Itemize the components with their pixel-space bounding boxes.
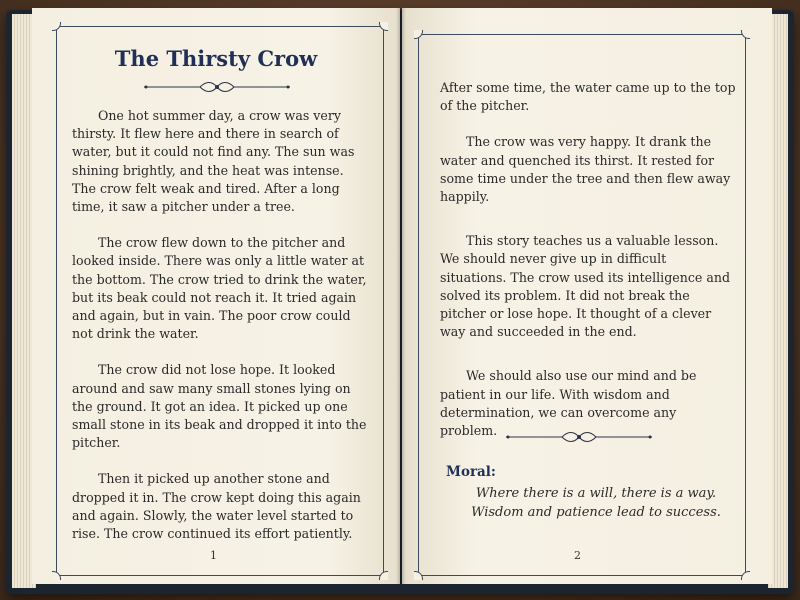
paragraph: The crow was very happy. It drank the water and quenched its thirst. It rested for some time under the tree and then flew away happily. <box>440 134 731 205</box>
border-corner <box>52 22 61 31</box>
ornamental-flourish-icon <box>142 80 292 94</box>
border-corner <box>379 22 388 31</box>
ornamental-flourish-icon <box>504 430 654 444</box>
moral-line: Where there is a will, there is a way. <box>475 486 717 501</box>
moral-label: Moral: <box>446 464 496 480</box>
border-corner <box>414 30 423 39</box>
border-corner <box>414 571 423 580</box>
story-title: The Thirsty Crow <box>114 46 318 71</box>
paragraph: Then it picked up another stone and dropped it in. The crow kept doing this again and again. Slowly, the water level started to rise. The crow continued its effort patiently. <box>72 471 361 542</box>
paragraph: The crow did not lose hope. It looked around and saw many small stones lying on the ground. It got an idea. It picked up one small stone in its beak and dropped it into the pitcher. <box>72 362 367 451</box>
page-number: 2 <box>574 549 581 562</box>
right-page-body <box>440 79 736 458</box>
border-corner <box>741 30 750 39</box>
border-corner <box>379 571 388 580</box>
paragraph: This story teaches us a valuable lesson. We should never give up in difficult situations. The crow used its intelligence and solved its problem. It did not break the pitcher or lose hope. It thought of a clever way and succeeded in the end. <box>440 233 731 340</box>
book-spine-gutter <box>396 8 406 584</box>
paragraph: The crow flew down to the pitcher and looked inside. There was only a little water at the bottom. The crow tried to drink the water, but its beak could not reach it. It tried again and again, but in vain. The poor crow could not drink the water. <box>72 235 367 342</box>
border-corner <box>52 571 61 580</box>
paragraph: We should also use our mind and be patient in our life. With wisdom and determination, we can overcome any problem. <box>440 368 697 439</box>
moral-section <box>446 464 746 522</box>
page-number: 1 <box>210 549 217 562</box>
paragraph: After some time, the water came up to the top of the pitcher. <box>440 80 736 114</box>
right-page[interactable] <box>402 8 772 584</box>
left-page-body <box>72 107 368 561</box>
moral-text <box>446 484 746 522</box>
left-page[interactable] <box>32 8 400 584</box>
border-corner <box>741 571 750 580</box>
moral-line: Wisdom and patience lead to success. <box>471 505 721 520</box>
paragraph: One hot summer day, a crow was very thirsty. It flew here and there in search of water, but it could not find any. The sun was shining brightly, and the heat was intense. The crow felt weak and tired. After a long time, it saw a pitcher under a tree. <box>72 108 355 215</box>
